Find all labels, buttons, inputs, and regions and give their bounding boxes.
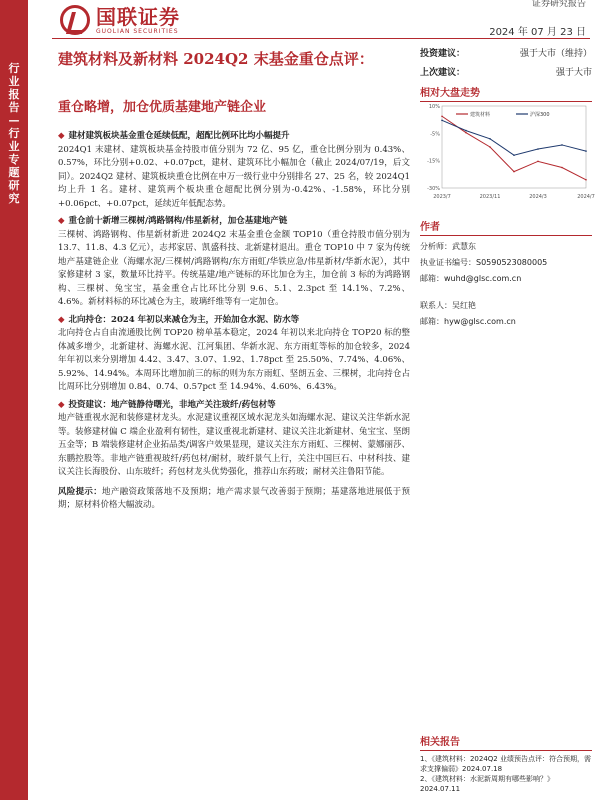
data-point (561, 144, 563, 146)
related-reports (420, 738, 592, 794)
legend-label: 沪深300 (530, 112, 550, 118)
risk-warning: 风险提示：地产融资政策落地不及预期；地产需求景气改善弱于预期；基建落地进展低于预期；原材料价格大幅波动。 (58, 486, 410, 510)
contact-email[interactable]: hyw@glsc.com.cn (444, 317, 516, 326)
header-divider (52, 38, 590, 39)
logo-english: GUOLIAN SECURITIES (96, 27, 179, 35)
point-heading: 投资建议：地产链静待曙光，非地产关注玻纤/药包材等 (68, 399, 276, 410)
data-point (537, 161, 539, 163)
report-subtitle: 重仓略增，加仓优质基建地产链企业 (58, 100, 267, 115)
y-tick-label: -15% (427, 158, 440, 165)
contact-name: 吴红艳 (452, 301, 476, 310)
report-type: 证券研究报告 (531, 0, 586, 9)
x-tick-label: 2023/7 (433, 194, 451, 200)
sidebar-label: 行业报告—行业专题研究 (8, 62, 20, 205)
point-heading: 重仓前十新增三棵树/鸿路钢构/伟星新材，加仓基建地产链 (68, 216, 288, 226)
chart-svg (420, 98, 595, 204)
data-point (441, 115, 443, 117)
analyst-email[interactable]: wuhd@glsc.com.cn (444, 274, 522, 283)
report-title: 建筑材料及新材料 2024Q2 末基金重仓点评： (58, 50, 374, 68)
rating-row: 投资建议： 强于大市（维持） (420, 49, 592, 59)
data-point (465, 130, 467, 132)
bullet-icon: ◆ (58, 399, 65, 410)
relative-performance-chart (420, 84, 595, 204)
company-logo (60, 2, 180, 38)
data-point (465, 132, 467, 134)
data-point (441, 120, 443, 122)
logo-icon (60, 5, 90, 35)
chart-heading: 相对大盘走势 (420, 84, 592, 102)
author-heading: 作者 (420, 218, 592, 236)
y-tick-label: 10% (428, 104, 440, 110)
report-body (58, 126, 410, 513)
data-point (561, 167, 563, 169)
data-point (537, 148, 539, 150)
point-heading: 北向持仓：2024 年初以来减仓为主，开始加仓水泥、防水等 (68, 314, 300, 325)
bullet-icon: ◆ (58, 131, 65, 141)
plot-area (442, 106, 586, 188)
data-point (585, 150, 587, 152)
series-line (442, 116, 586, 180)
analyst-name: 武慧东 (452, 242, 476, 251)
report-date: 2024 年 07 月 23 日 (489, 27, 586, 38)
data-point (513, 154, 515, 156)
y-tick-label: -30% (427, 186, 440, 192)
data-point (585, 179, 587, 181)
point-heading: 建材建筑板块基金重仓延续低配，超配比例环比均小幅提升 (68, 131, 290, 141)
x-tick-label: 2023/11 (479, 194, 501, 200)
bullet-icon: ◆ (58, 216, 65, 226)
cert-number: S0590523080005 (476, 258, 548, 267)
related-item[interactable]: 1、《建筑材料：2024Q2 业绩预告点评：符合预期，需求支撑偏弱》2024.07.18 (420, 755, 591, 773)
legend-label: 建筑材料 (470, 112, 491, 118)
data-point (489, 138, 491, 140)
rating-row: 上次建议： 强于大市 (420, 68, 592, 78)
rating-box (420, 40, 592, 78)
paragraph: 地产链重视水泥和装修建材龙头。水泥建议重视区域水泥龙头如海螺水泥、建议关注华新水泥等。装修建材偏 C 端企业盈利有韧性，建议重视北新建材、建议关注北新建材、兔宝宝、坚朗五金等；B 端装修建材企业拓品类/调客户效果显现，建议关注东方雨虹、三棵树、蒙娜丽莎、东鹏控股等。非地产链重视玻纤/药包材/耐材，玻纤景气上行，关注中国巨石、中材科技、建议关注长海股份、山东玻纤；药包材龙头优势强化，推荐山东药玻；耐材关注鲁阳节能。 (58, 413, 410, 477)
paragraph: 北向持仓占自由流通股比例 TOP20 榜单基本稳定，2024 年初以来北向持仓 TOP20 标的整体减多增少，北新建材、海螺水泥、江河集团、华新水泥、东方雨虹等标的加仓较多，2024 年年初以来分别增加 4.42、3.47、3.07、1.92、1.78pct 至 25.50%、7.74%、4.06%、5.92%、14.94%。本周环比增加前三的标的则为东方雨虹、坚朗五金、三棵树，北向持仓占比周环比分别增加 0.84、0.74、0.57pct 至 14.94%、4.60%、6.43%。 (58, 328, 410, 392)
related-item[interactable]: 2、《建筑材料：水泥新周期有哪些影响？》2024.07.11 (420, 775, 554, 793)
series-line (442, 120, 586, 155)
data-point (489, 146, 491, 148)
data-point (513, 171, 515, 173)
x-tick-label: 2024/7 (577, 194, 595, 200)
paragraph: 三棵树、鸿路钢构、伟星新材新进 2024Q2 末基金重仓金额 TOP10（重仓持股市值分别为 13.7、11.8、4.3 亿元），志邦家居、凯盛科技、北新建材退出。重仓 TOP10 中 7 家为传统地产基建链企业（海螺水泥/三棵树/鸿路钢构/东方雨虹/华铁应急/伟星新材/华新水泥），其中家修建材 3 家，数量环比持平。传统基建/地产链标的环比加仓为主，加仓前 3 标的为鸿路钢构、三棵树、兔宝宝，基金重仓占比环比分别 9.6、5.1、2.3pct 至 14.1%、7.2%、4.6%。新材料标的环比减仓为主，玻璃纤维等有一定加仓。 (58, 229, 410, 307)
paragraph: 2024Q1 末建材、建筑板块基金持股市值分别为 72 亿、95 亿，重仓比例分别为 0.43%、0.57%，环比分别+0.02、+0.07pct，建材、建筑环比小幅加仓（截止 2024/07/19，后文同）。2024Q2 建材、建筑板块重仓比例在申万一级行业中分别排名 27、25 名，较 2024Q1 均上升 1 名。建材、建筑两个板块重仓超配比例分别为-0.42%、-1.58%，环比分别+0.06pct、+0.07pct，延续近年低配态势。 (58, 144, 410, 209)
author-box: 作者 分析师：武慧东 执业证书编号：S0590523080005 邮箱：wuhd@glsc.com.cn 联系人：吴红艳 邮箱：hyw@glsc.com.cn (420, 218, 592, 327)
header-meta (489, 0, 586, 38)
logo-name: 国联证券 (96, 4, 180, 29)
sidebar (0, 0, 28, 800)
bullet-icon: ◆ (58, 314, 65, 325)
x-tick-label: 2024/3 (529, 194, 547, 200)
y-tick-label: -5% (430, 131, 440, 138)
related-heading: 相关报告 (420, 738, 592, 751)
